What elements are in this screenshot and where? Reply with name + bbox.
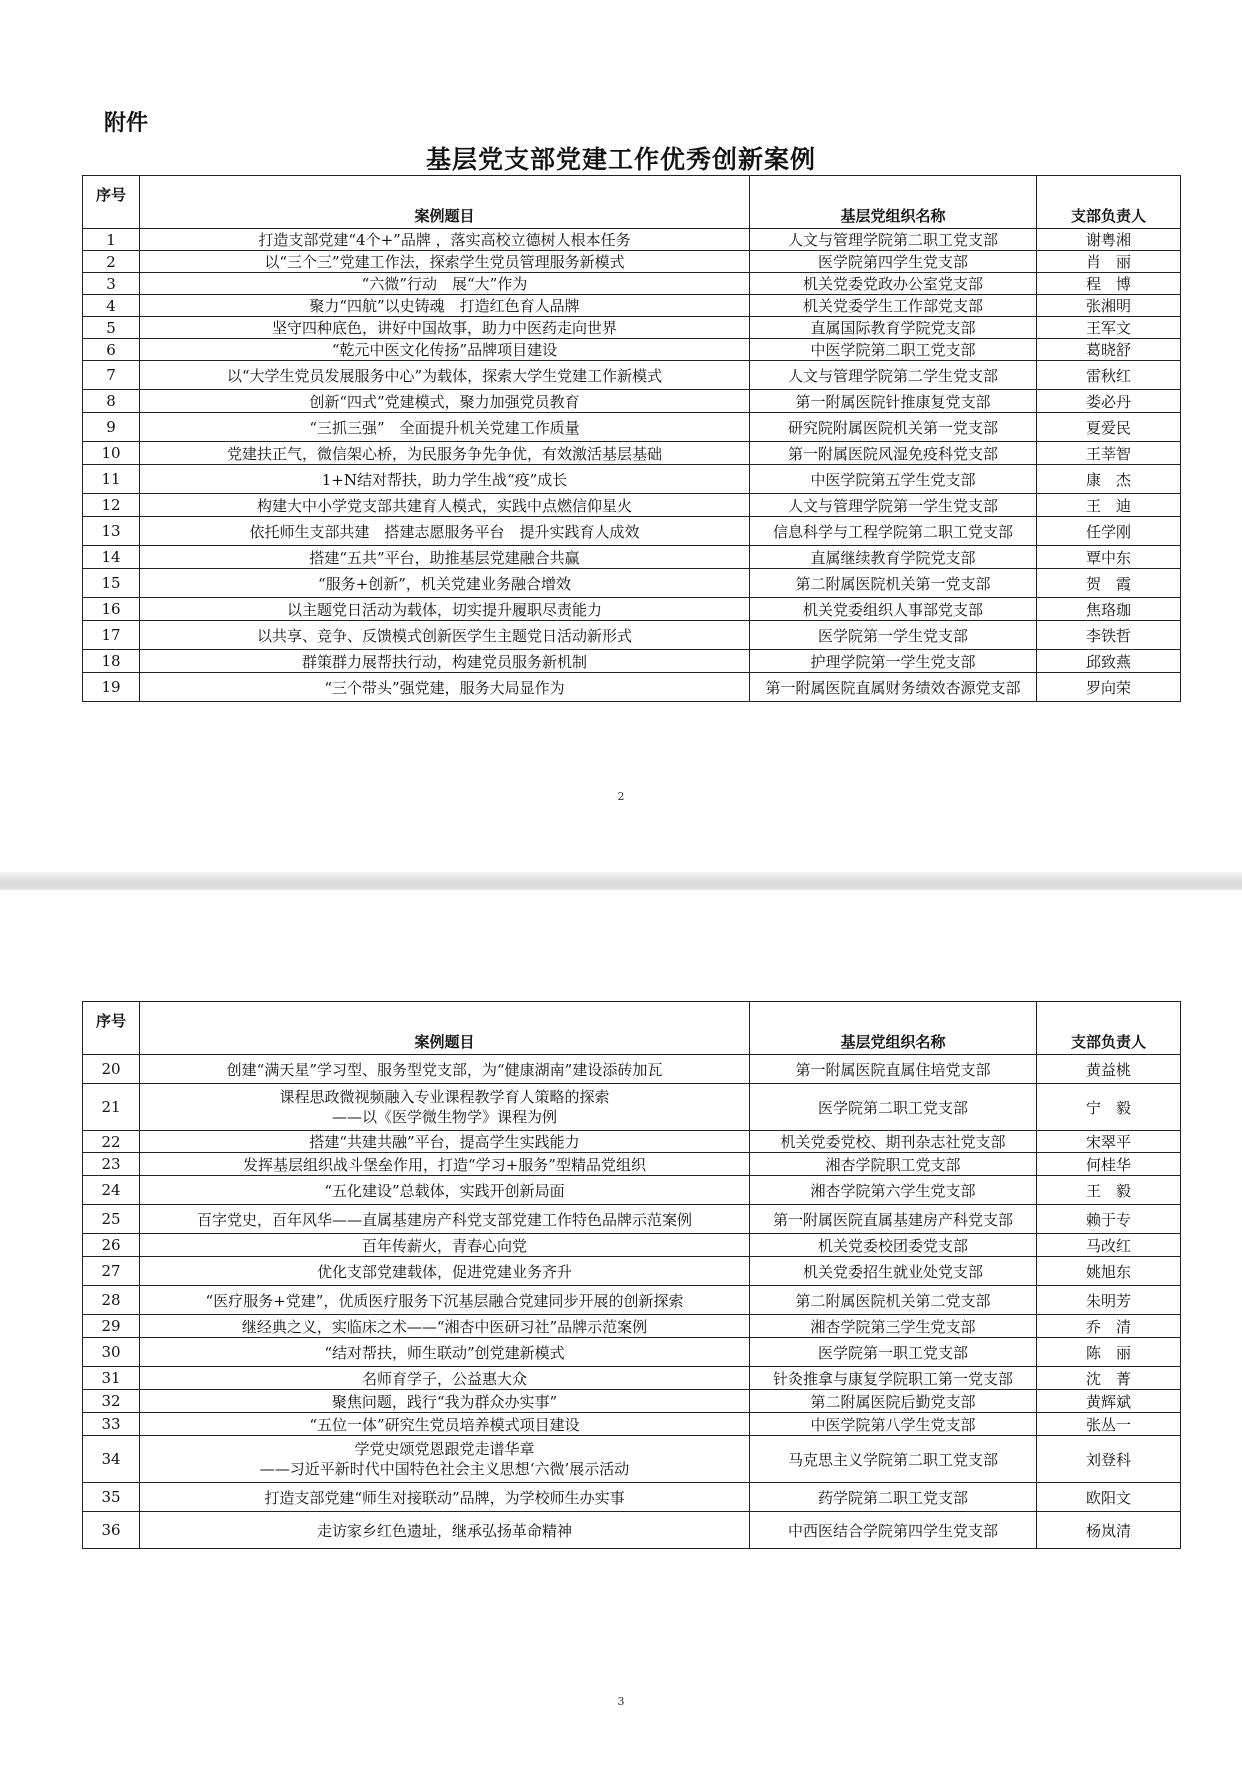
table-row bbox=[83, 1153, 1181, 1176]
table-row bbox=[83, 251, 1181, 273]
cell-leader: 焦珞珈 bbox=[1037, 598, 1181, 621]
cell-org: 马克思主义学院第二职工党支部 bbox=[750, 1436, 1037, 1483]
cell-leader: 李铁哲 bbox=[1037, 621, 1181, 650]
cell-no: 20 bbox=[83, 1055, 140, 1084]
cell-leader: 刘登科 bbox=[1037, 1436, 1181, 1483]
table-row bbox=[83, 465, 1181, 494]
cell-case-title: 优化支部党建载体，促进党建业务齐升 bbox=[140, 1257, 750, 1286]
cell-no: 16 bbox=[83, 598, 140, 621]
cell-leader: 程 博 bbox=[1037, 273, 1181, 295]
cell-org: 第一附属医院直属财务绩效杏源党支部 bbox=[750, 673, 1037, 702]
cell-case-title: 聚力“四航”以史铸魂 打造红色育人品牌 bbox=[140, 295, 750, 317]
cell-no: 10 bbox=[83, 442, 140, 465]
cell-leader: 谢粤湘 bbox=[1037, 229, 1181, 251]
table-row bbox=[83, 390, 1181, 413]
table-row bbox=[83, 569, 1181, 598]
cell-case-title: 走访家乡红色遗址，继承弘扬革命精神 bbox=[140, 1512, 750, 1549]
cell-case-title: 以“三个三”党建工作法，探索学生党员管理服务新模式 bbox=[140, 251, 750, 273]
cell-org: 直属国际教育学院党支部 bbox=[750, 317, 1037, 339]
cell-no: 25 bbox=[83, 1205, 140, 1234]
column-header-no: 序号 bbox=[83, 1002, 140, 1055]
cell-org: 第二附属医院后勤党支部 bbox=[750, 1390, 1037, 1413]
table-row bbox=[83, 1390, 1181, 1413]
cell-no: 31 bbox=[83, 1367, 140, 1390]
cell-org: 直属继续教育学院党支部 bbox=[750, 546, 1037, 569]
cell-leader: 宁 毅 bbox=[1037, 1084, 1181, 1131]
cell-org: 医学院第一学生党支部 bbox=[750, 621, 1037, 650]
cell-case-title: “三个带头”强党建，服务大局显作为 bbox=[140, 673, 750, 702]
table-row bbox=[83, 1176, 1181, 1205]
cell-leader: 陈 丽 bbox=[1037, 1338, 1181, 1367]
table-row bbox=[83, 1512, 1181, 1549]
table-body-page-2 bbox=[83, 1055, 1181, 1549]
column-header-org: 基层党组织名称 bbox=[750, 1002, 1037, 1055]
cell-case-title: 搭建“五共”平台，助推基层党建融合共赢 bbox=[140, 546, 750, 569]
cell-org: 机关党委招生就业处党支部 bbox=[750, 1257, 1037, 1286]
cell-no: 15 bbox=[83, 569, 140, 598]
table-row bbox=[83, 517, 1181, 546]
column-header-case-title: 案例题目 bbox=[140, 1002, 750, 1055]
cell-no: 36 bbox=[83, 1512, 140, 1549]
document-page-2 bbox=[0, 890, 1242, 1773]
cell-no: 27 bbox=[83, 1257, 140, 1286]
cell-no: 19 bbox=[83, 673, 140, 702]
cell-org: 机关党委组织人事部党支部 bbox=[750, 598, 1037, 621]
column-header-org: 基层党组织名称 bbox=[750, 176, 1037, 229]
page-number: 2 bbox=[617, 790, 625, 803]
table-row bbox=[83, 442, 1181, 465]
cell-leader: 姚旭东 bbox=[1037, 1257, 1181, 1286]
cell-leader: 贺 霞 bbox=[1037, 569, 1181, 598]
cell-no: 8 bbox=[83, 390, 140, 413]
cell-no: 24 bbox=[83, 1176, 140, 1205]
cell-org: 第二附属医院机关第一党支部 bbox=[750, 569, 1037, 598]
table-row bbox=[83, 598, 1181, 621]
table-row bbox=[83, 413, 1181, 442]
cell-no: 35 bbox=[83, 1483, 140, 1512]
cell-leader: 宋翠平 bbox=[1037, 1131, 1181, 1153]
cell-leader: 覃中东 bbox=[1037, 546, 1181, 569]
cell-org: 机关党委党校、期刊杂志社党支部 bbox=[750, 1131, 1037, 1153]
cell-org: 药学院第二职工党支部 bbox=[750, 1483, 1037, 1512]
cell-case-title: 以共享、竞争、反馈模式创新医学生主题党日活动新形式 bbox=[140, 621, 750, 650]
cell-case-title: 学党史颂党恩跟党走谱华章 ——习近平新时代中国特色社会主义思想‘六微’展示活动 bbox=[140, 1436, 750, 1483]
cell-leader: 肖 丽 bbox=[1037, 251, 1181, 273]
cell-leader: 朱明芳 bbox=[1037, 1286, 1181, 1315]
table-row bbox=[83, 273, 1181, 295]
cell-case-title: 创建“满天星”学习型、服务型党支部，为“健康湖南”建设添砖加瓦 bbox=[140, 1055, 750, 1084]
table-row bbox=[83, 1131, 1181, 1153]
cell-no: 2 bbox=[83, 251, 140, 273]
table-row bbox=[83, 1055, 1181, 1084]
table-row bbox=[83, 673, 1181, 702]
table-row bbox=[83, 1483, 1181, 1512]
cell-case-title: 坚守四种底色，讲好中国故事，助力中医药走向世界 bbox=[140, 317, 750, 339]
cell-case-title: 发挥基层组织战斗堡垒作用，打造“学习+服务”型精品党组织 bbox=[140, 1153, 750, 1176]
attachment-label: 附件 bbox=[104, 111, 149, 136]
cell-leader: 杨岚清 bbox=[1037, 1512, 1181, 1549]
cell-leader: 娄必丹 bbox=[1037, 390, 1181, 413]
table-row bbox=[83, 1413, 1181, 1436]
cell-leader: 欧阳文 bbox=[1037, 1483, 1181, 1512]
cell-case-title: “服务+创新”，机关党建业务融合增效 bbox=[140, 569, 750, 598]
cell-no: 22 bbox=[83, 1131, 140, 1153]
table-row bbox=[83, 339, 1181, 361]
column-header-leader: 支部负责人 bbox=[1037, 1002, 1181, 1055]
cell-leader: 邱致燕 bbox=[1037, 650, 1181, 673]
cell-no: 21 bbox=[83, 1084, 140, 1131]
cell-case-title: “五位一体”研究生党员培养模式项目建设 bbox=[140, 1413, 750, 1436]
cell-case-title: “医疗服务+党建”，优质医疗服务下沉基层融合党建同步开展的创新探索 bbox=[140, 1286, 750, 1315]
column-header-leader: 支部负责人 bbox=[1037, 176, 1181, 229]
cell-leader: 张丛一 bbox=[1037, 1413, 1181, 1436]
case-table-page-2 bbox=[82, 1001, 1181, 1549]
cell-org: 人文与管理学院第二职工党支部 bbox=[750, 229, 1037, 251]
case-table-page-1 bbox=[82, 175, 1181, 702]
cell-no: 4 bbox=[83, 295, 140, 317]
table-row bbox=[83, 317, 1181, 339]
table-row bbox=[83, 229, 1181, 251]
cell-leader: 夏爱民 bbox=[1037, 413, 1181, 442]
cell-case-title: 搭建“共建共融”平台，提高学生实践能力 bbox=[140, 1131, 750, 1153]
cell-org: 人文与管理学院第二学生党支部 bbox=[750, 361, 1037, 390]
table-row bbox=[83, 361, 1181, 390]
table-row bbox=[83, 494, 1181, 517]
cell-no: 18 bbox=[83, 650, 140, 673]
cell-case-title: 课程思政微视频融入专业课程教学育人策略的探索 ——以《医学微生物学》课程为例 bbox=[140, 1084, 750, 1131]
cell-no: 1 bbox=[83, 229, 140, 251]
cell-leader: 王军文 bbox=[1037, 317, 1181, 339]
cell-case-title: 聚焦问题，践行“我为群众办实事” bbox=[140, 1390, 750, 1413]
table-row bbox=[83, 1436, 1181, 1483]
cell-no: 5 bbox=[83, 317, 140, 339]
page-number: 3 bbox=[617, 1695, 625, 1708]
table-row bbox=[83, 1338, 1181, 1367]
cell-org: 针灸推拿与康复学院职工第一党支部 bbox=[750, 1367, 1037, 1390]
cell-leader: 康 杰 bbox=[1037, 465, 1181, 494]
cell-leader: 任学刚 bbox=[1037, 517, 1181, 546]
cell-no: 26 bbox=[83, 1234, 140, 1257]
cell-leader: 何桂华 bbox=[1037, 1153, 1181, 1176]
cell-case-title: 以“大学生党员发展服务中心”为载体，探索大学生党建工作新模式 bbox=[140, 361, 750, 390]
cell-no: 34 bbox=[83, 1436, 140, 1483]
cell-org: 机关党委党政办公室党支部 bbox=[750, 273, 1037, 295]
cell-case-title: 构建大中小学党支部共建育人模式，实践中点燃信仰星火 bbox=[140, 494, 750, 517]
cell-no: 11 bbox=[83, 465, 140, 494]
cell-no: 14 bbox=[83, 546, 140, 569]
cell-leader: 沈 菁 bbox=[1037, 1367, 1181, 1390]
cell-leader: 葛晓舒 bbox=[1037, 339, 1181, 361]
cell-no: 30 bbox=[83, 1338, 140, 1367]
cell-org: 第二附属医院机关第二党支部 bbox=[750, 1286, 1037, 1315]
table-row bbox=[83, 1084, 1181, 1131]
cell-leader: 赖于专 bbox=[1037, 1205, 1181, 1234]
table-row bbox=[83, 621, 1181, 650]
table-row bbox=[83, 1286, 1181, 1315]
cell-org: 护理学院第一学生党支部 bbox=[750, 650, 1037, 673]
cell-no: 17 bbox=[83, 621, 140, 650]
cell-no: 3 bbox=[83, 273, 140, 295]
cell-case-title: 百年传薪火，青春心向党 bbox=[140, 1234, 750, 1257]
cell-no: 29 bbox=[83, 1315, 140, 1338]
cell-org: 湘杏学院第三学生党支部 bbox=[750, 1315, 1037, 1338]
cell-org: 人文与管理学院第一学生党支部 bbox=[750, 494, 1037, 517]
cell-case-title: 以主题党日活动为载体，切实提升履职尽责能力 bbox=[140, 598, 750, 621]
cell-case-title: 1+N结对帮扶，助力学生战“疫”成长 bbox=[140, 465, 750, 494]
cell-org: 第一附属医院直属住培党支部 bbox=[750, 1055, 1037, 1084]
cell-leader: 雷秋红 bbox=[1037, 361, 1181, 390]
cell-no: 7 bbox=[83, 361, 140, 390]
table-body-page-1 bbox=[83, 229, 1181, 702]
cell-leader: 张湘明 bbox=[1037, 295, 1181, 317]
cell-leader: 马改红 bbox=[1037, 1234, 1181, 1257]
cell-case-title: 打造支部党建“4个+”品牌 ，落实高校立德树人根本任务 bbox=[140, 229, 750, 251]
table-header-row bbox=[83, 1002, 1181, 1055]
cell-case-title: “结对帮扶，师生联动”创党建新模式 bbox=[140, 1338, 750, 1367]
cell-case-title: 创新“四式”党建模式，聚力加强党员教育 bbox=[140, 390, 750, 413]
cell-org: 第一附属医院针推康复党支部 bbox=[750, 390, 1037, 413]
cell-case-title: “五化建设”总载体，实践开创新局面 bbox=[140, 1176, 750, 1205]
table-row bbox=[83, 1315, 1181, 1338]
document-title: 基层党支部党建工作优秀创新案例 bbox=[425, 145, 816, 174]
cell-leader: 罗向荣 bbox=[1037, 673, 1181, 702]
cell-no: 6 bbox=[83, 339, 140, 361]
cell-org: 中医学院第二职工党支部 bbox=[750, 339, 1037, 361]
cell-leader: 王莘智 bbox=[1037, 442, 1181, 465]
cell-case-title: 党建扶正气，微信架心桥，为民服务争先争优，有效激活基层基础 bbox=[140, 442, 750, 465]
cell-no: 23 bbox=[83, 1153, 140, 1176]
table-row bbox=[83, 1367, 1181, 1390]
cell-org: 湘杏学院职工党支部 bbox=[750, 1153, 1037, 1176]
cell-case-title: 打造支部党建“师生对接联动”品牌，为学校师生办实事 bbox=[140, 1483, 750, 1512]
cell-org: 研究院附属医院机关第一党支部 bbox=[750, 413, 1037, 442]
cell-case-title: “乾元中医文化传扬”品牌项目建设 bbox=[140, 339, 750, 361]
cell-org: 第一附属医院直属基建房产科党支部 bbox=[750, 1205, 1037, 1234]
cell-case-title: 百字党史，百年风华——直属基建房产科党支部党建工作特色品牌示范案例 bbox=[140, 1205, 750, 1234]
cell-no: 33 bbox=[83, 1413, 140, 1436]
cell-case-title: “三抓三强” 全面提升机关党建工作质量 bbox=[140, 413, 750, 442]
cell-case-title: “六微”行动 展“大”作为 bbox=[140, 273, 750, 295]
cell-org: 第一附属医院风湿免疫科党支部 bbox=[750, 442, 1037, 465]
table-row bbox=[83, 546, 1181, 569]
cell-org: 医学院第四学生党支部 bbox=[750, 251, 1037, 273]
table-row bbox=[83, 650, 1181, 673]
cell-org: 中医学院第八学生党支部 bbox=[750, 1413, 1037, 1436]
cell-no: 28 bbox=[83, 1286, 140, 1315]
cell-org: 机关党委学生工作部党支部 bbox=[750, 295, 1037, 317]
cell-org: 医学院第一职工党支部 bbox=[750, 1338, 1037, 1367]
column-header-case-title: 案例题目 bbox=[140, 176, 750, 229]
cell-org: 中医学院第五学生党支部 bbox=[750, 465, 1037, 494]
cell-no: 13 bbox=[83, 517, 140, 546]
column-header-no: 序号 bbox=[83, 176, 140, 229]
cell-org: 信息科学与工程学院第二职工党支部 bbox=[750, 517, 1037, 546]
table-row bbox=[83, 1257, 1181, 1286]
table-row bbox=[83, 1205, 1181, 1234]
cell-no: 12 bbox=[83, 494, 140, 517]
cell-leader: 王 迪 bbox=[1037, 494, 1181, 517]
cell-org: 湘杏学院第六学生党支部 bbox=[750, 1176, 1037, 1205]
cell-no: 32 bbox=[83, 1390, 140, 1413]
cell-case-title: 继经典之义，实临床之术——“湘杏中医研习社”品牌示范案例 bbox=[140, 1315, 750, 1338]
cell-leader: 王 毅 bbox=[1037, 1176, 1181, 1205]
cell-leader: 黄辉斌 bbox=[1037, 1390, 1181, 1413]
cell-org: 中西医结合学院第四学生党支部 bbox=[750, 1512, 1037, 1549]
cell-org: 医学院第二职工党支部 bbox=[750, 1084, 1037, 1131]
cell-case-title: 依托师生支部共建 搭建志愿服务平台 提升实践育人成效 bbox=[140, 517, 750, 546]
table-row bbox=[83, 1234, 1181, 1257]
table-header-row bbox=[83, 176, 1181, 229]
cell-leader: 乔 清 bbox=[1037, 1315, 1181, 1338]
cell-org: 机关党委校团委党支部 bbox=[750, 1234, 1037, 1257]
document-page-1 bbox=[0, 0, 1242, 878]
cell-case-title: 名师育学子，公益惠大众 bbox=[140, 1367, 750, 1390]
cell-no: 9 bbox=[83, 413, 140, 442]
cell-leader: 黄益桃 bbox=[1037, 1055, 1181, 1084]
table-row bbox=[83, 295, 1181, 317]
cell-case-title: 群策群力展帮扶行动，构建党员服务新机制 bbox=[140, 650, 750, 673]
